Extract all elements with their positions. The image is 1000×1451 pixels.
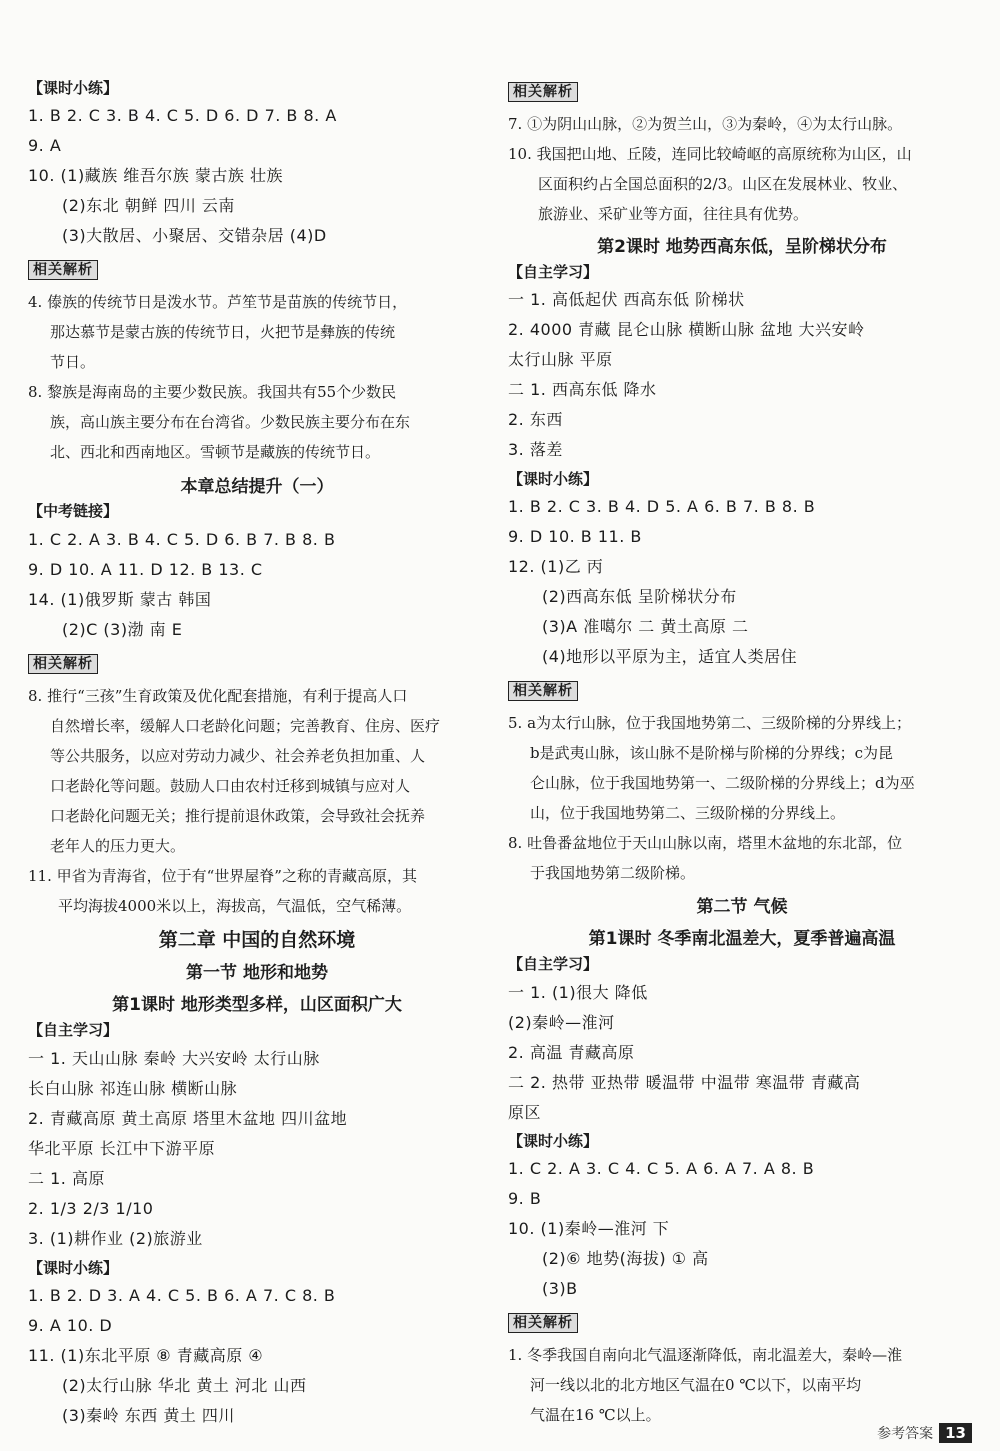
answer-line: 二 2. 热带 亚热带 暖温带 中温带 寒温带 青藏高 [508, 1073, 861, 1092]
explanation-line: 1. 冬季我国自南向北气温逐渐降低，南北温差大，秦岭—淮 [508, 1346, 903, 1364]
answer-line: 一 1. (1)很大 降低 [508, 983, 648, 1002]
page-footer [877, 1423, 972, 1443]
answer-line: 2. 高温 青藏高原 [508, 1043, 635, 1062]
section-tag: 【课时小练】 [28, 1259, 119, 1277]
explanation-line: 平均海拔4000米以上，海拔高，气温低，空气稀薄。 [58, 897, 412, 915]
section-heading: 第二节 气候 [696, 897, 788, 917]
answer-line: 1. B 2. C 3. B 4. C 5. D 6. D 7. B 8. A [28, 106, 337, 125]
explanation-line: 8. 推行“三孩”生育政策及优化配套措施，有利于提高人口 [28, 687, 408, 705]
explanation-line: 气温在16 ℃以上。 [530, 1406, 661, 1424]
explanation-line: 8. 黎族是海南岛的主要少数民族。我国共有55个少数民 [28, 383, 397, 401]
explanation-line: 8. 吐鲁番盆地位于天山山脉以南，塔里木盆地的东北部，位 [508, 834, 903, 852]
section-heading: 第1课时 冬季南北温差大，夏季普遍高温 [588, 929, 896, 949]
analysis-badge: 相关解析 [28, 654, 98, 674]
answer-line: 9. A [28, 136, 62, 155]
answer-line: 1. B 2. C 3. B 4. D 5. A 6. B 7. B 8. B [508, 497, 816, 516]
explanation-line: 5. a为太行山脉，位于我国地势第二、三级阶梯的分界线上； [508, 714, 912, 732]
answer-line: (3)秦岭 东西 黄土 四川 [62, 1406, 235, 1425]
answer-line: 二 1. 西高东低 降水 [508, 380, 657, 399]
explanation-line: 口老龄化等问题。鼓励人口由农村迁移到城镇与应对人 [50, 777, 411, 795]
explanation-line: b是武夷山脉，该山脉不是阶梯与阶梯的分界线；c为昆 [530, 744, 894, 762]
section-tag: 【自主学习】 [508, 955, 599, 973]
explanation-line: 北、西北和西南地区。雪顿节是藏族的传统节日。 [50, 443, 381, 461]
answer-line: 原区 [508, 1103, 542, 1122]
answer-line: 一 1. 天山山脉 秦岭 大兴安岭 太行山脉 [28, 1049, 320, 1068]
answer-line: 1. C 2. A 3. B 4. C 5. D 6. B 7. B 8. B [28, 530, 336, 549]
answer-line: 14. (1)俄罗斯 蒙古 韩国 [28, 590, 212, 609]
answer-line: 一 1. 高低起伏 西高东低 阶梯状 [508, 290, 745, 309]
answer-line: 2. 1/3 2/3 1/10 [28, 1199, 154, 1218]
analysis-badge: 相关解析 [508, 681, 578, 701]
answer-line: 12. (1)乙 丙 [508, 557, 604, 576]
explanation-line: 河一线以北的北方地区气温在0 ℃以下，以南平均 [530, 1376, 862, 1394]
explanation-line: 区面积约占全国总面积的2/3。山区在发展林业、牧业、 [538, 175, 908, 193]
explanation-line: 族，高山族主要分布在台湾省。少数民族主要分布在东 [50, 413, 411, 431]
answer-line: 太行山脉 平原 [508, 350, 613, 369]
section-heading: 第1课时 地形类型多样，山区面积广大 [112, 995, 402, 1015]
explanation-line: 10. 我国把山地、丘陵，连同比较崎岖的高原统称为山区，山 [508, 145, 912, 163]
explanation-line: 4. 傣族的传统节日是泼水节。芦笙节是苗族的传统节日， [28, 293, 408, 311]
answer-line: (2)太行山脉 华北 黄土 河北 山西 [62, 1376, 307, 1395]
section-tag: 【课时小练】 [508, 1132, 599, 1150]
answer-line: 9. D 10. A 11. D 12. B 13. C [28, 560, 263, 579]
page-number: 13 [939, 1423, 972, 1443]
analysis-badge: 相关解析 [28, 260, 98, 280]
answer-line: 2. 东西 [508, 410, 563, 429]
answer-line: 2. 青藏高原 黄土高原 塔里木盆地 四川盆地 [28, 1109, 348, 1128]
explanation-line: 等公共服务，以应对劳动力减少、社会养老负担加重、人 [50, 747, 426, 765]
explanation-line: 旅游业、采矿业等方面，往往具有优势。 [538, 205, 809, 223]
explanation-line: 7. ①为阴山山脉，②为贺兰山，③为秦岭，④为太行山脉。 [508, 115, 903, 133]
answer-line: 3. (1)耕作业 (2)旅游业 [28, 1229, 203, 1248]
answer-line: 10. (1)秦岭—淮河 下 [508, 1219, 670, 1238]
answer-line: (2)秦岭—淮河 [508, 1013, 615, 1032]
section-heading: 第二章 中国的自然环境 [158, 929, 356, 951]
explanation-line: 仑山脉，位于我国地势第一、二级阶梯的分界线上；d为巫 [530, 774, 915, 792]
footer-label: 参考答案 [877, 1426, 934, 1442]
answer-line: 9. A 10. D [28, 1316, 113, 1335]
answer-line: (2)⑥ 地势(海拔) ① 高 [542, 1249, 709, 1268]
answer-line: 3. 落差 [508, 440, 563, 459]
section-heading: 第2课时 地势西高东低，呈阶梯状分布 [597, 237, 887, 257]
section-tag: 【课时小练】 [28, 79, 119, 97]
answer-line: 二 1. 高原 [28, 1169, 105, 1188]
explanation-line: 节日。 [50, 353, 96, 371]
explanation-line: 口老龄化问题无关；推行提前退休政策，会导致社会抚养 [50, 807, 426, 825]
answer-line: (3)B [542, 1279, 578, 1298]
section-tag: 【自主学习】 [508, 263, 599, 281]
analysis-badge: 相关解析 [508, 82, 578, 102]
answer-line: 1. C 2. A 3. C 4. C 5. A 6. A 7. A 8. B [508, 1159, 815, 1178]
answer-line: 9. D 10. B 11. B [508, 527, 642, 546]
answer-line: 9. B [508, 1189, 542, 1208]
answer-line: (2)西高东低 呈阶梯状分布 [542, 587, 737, 606]
section-heading: 本章总结提升（一） [180, 477, 334, 497]
section-heading: 第一节 地形和地势 [186, 963, 328, 983]
explanation-line: 那达慕节是蒙古族的传统节日，火把节是彝族的传统 [50, 323, 396, 341]
answer-line: 华北平原 长江中下游平原 [28, 1139, 216, 1158]
explanation-line: 老年人的压力更大。 [50, 837, 186, 855]
answer-line: 1. B 2. D 3. A 4. C 5. B 6. A 7. C 8. B [28, 1286, 336, 1305]
answer-line: 长白山脉 祁连山脉 横断山脉 [28, 1079, 238, 1098]
answer-line: (3)大散居、小聚居、交错杂居 (4)D [62, 226, 327, 245]
explanation-line: 于我国地势第二级阶梯。 [530, 864, 696, 882]
section-tag: 【课时小练】 [508, 470, 599, 488]
answer-line: 10. (1)藏族 维吾尔族 蒙古族 壮族 [28, 166, 283, 185]
answer-line: 11. (1)东北平原 ⑧ 青藏高原 ④ [28, 1346, 264, 1365]
answer-line: (2)C (3)渤 南 E [62, 620, 183, 639]
explanation-line: 自然增长率，缓解人口老龄化问题；完善教育、住房、医疗 [50, 717, 441, 735]
answer-line: (4)地形以平原为主，适宜人类居住 [542, 647, 798, 666]
explanation-line: 山，位于我国地势第二、三级阶梯的分界线上。 [530, 804, 846, 822]
analysis-badge: 相关解析 [508, 1313, 578, 1333]
section-tag: 【中考链接】 [28, 502, 119, 520]
answer-line: 2. 4000 青藏 昆仑山脉 横断山脉 盆地 大兴安岭 [508, 320, 865, 339]
answer-line: (3)A 准噶尔 二 黄土高原 二 [542, 617, 749, 636]
explanation-line: 11. 甲省为青海省，位于有“世界屋脊”之称的青藏高原，其 [28, 867, 417, 885]
answer-line: (2)东北 朝鲜 四川 云南 [62, 196, 235, 215]
section-tag: 【自主学习】 [28, 1021, 119, 1039]
